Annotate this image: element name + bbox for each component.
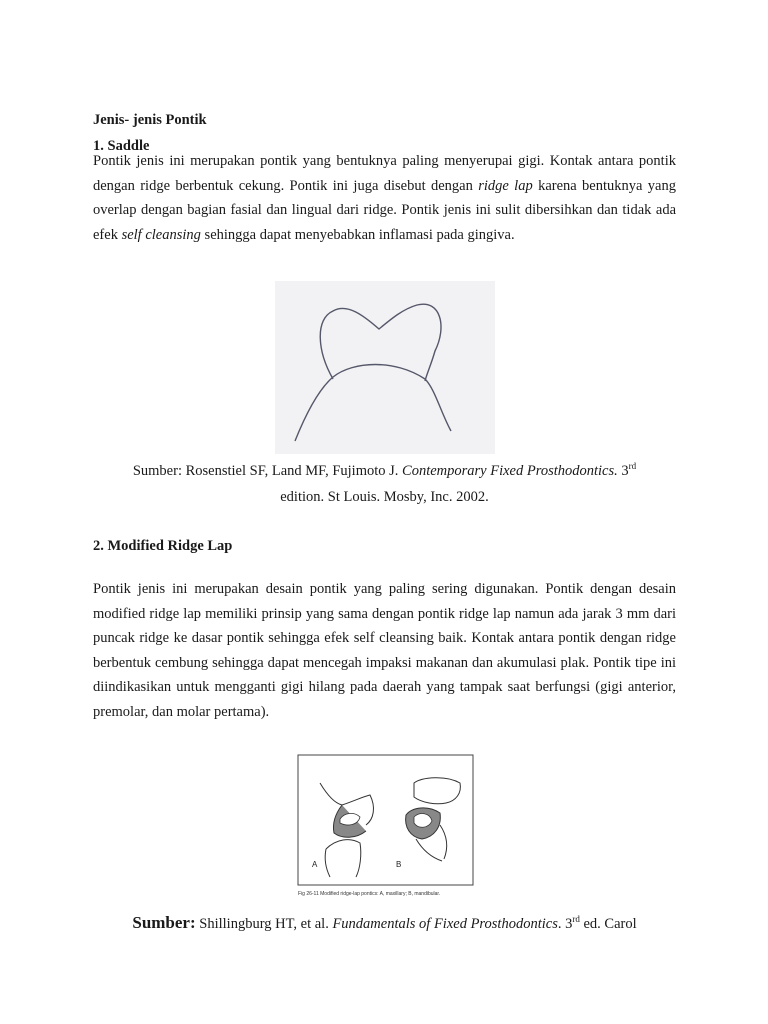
modified-source-lead: Sumber: bbox=[132, 913, 196, 932]
saddle-pontic-figure bbox=[275, 281, 495, 454]
saddle-source-sup: rd bbox=[628, 461, 637, 472]
saddle-source-title: Contemporary Fixed Prosthodontics. bbox=[402, 463, 618, 479]
saddle-pontic-drawing bbox=[275, 281, 495, 454]
saddle-heading: 1. Saddle bbox=[93, 138, 150, 154]
saddle-term-self-cleansing: self cleansing bbox=[121, 226, 201, 243]
modified-source-prefix: Shillingburg HT, et al. bbox=[195, 916, 333, 932]
figure-caption: Fig 26-11 Modified ridge-lap pontics: A, maxillary; B, mandibular. bbox=[298, 891, 441, 897]
modified-ridge-lap-heading: 2. Modified Ridge Lap bbox=[93, 538, 233, 554]
modified-source-citation bbox=[93, 910, 676, 937]
saddle-source-rest: edition. St Louis. Mosby, Inc. 2002. bbox=[280, 489, 489, 505]
modified-ridge-lap-drawing bbox=[296, 753, 476, 898]
saddle-text-3: sehingga dapat menyebabkan inflamasi pada gingiva. bbox=[200, 226, 515, 243]
saddle-term-ridge-lap: ridge lap bbox=[478, 177, 533, 194]
modified-source-num: . 3 bbox=[557, 916, 573, 932]
modified-ridge-lap-paragraph: Pontik jenis ini merupakan desain pontik yang paling sering digunakan. Pontik dengan desain modified ridge lap memiliki prinsip yang sama dengan pontik ridge lap namun ada jarak 3 mm dari puncak ridge ke dasar pontik sehingga efek self cleansing baik. Kontak antara pontik dengan ridge berbentuk cembung sehingga dapat mencegah impaksi makanan dan akumulasi plak. Pontik tipe ini diindikasikan untuk mengganti gigi hilang pada daerah yang tampak saat berfungsi (gigi anterior, premolar, dan molar pertama). bbox=[93, 581, 676, 720]
saddle-text-1: Pontik jenis ini merupakan pontik yang bentuknya paling menyerupai gigi. Kontak antara pontik dengan ridge berbentuk cekung. Pontik ini juga disebut dengan bbox=[93, 153, 676, 194]
modified-source-title: Fundamentals of Fixed Prosthodontics bbox=[332, 916, 558, 932]
saddle-paragraph bbox=[93, 149, 676, 247]
section-title: Jenis- jenis Pontik bbox=[93, 112, 207, 128]
saddle-source-citation bbox=[93, 458, 676, 510]
modified-ridge-lap-figure bbox=[296, 753, 476, 898]
modified-source-sup: rd bbox=[572, 914, 580, 925]
saddle-source-edition: 3 bbox=[617, 463, 629, 479]
modified-source-rest: ed. Carol bbox=[579, 916, 637, 932]
saddle-source-prefix: Sumber: Rosenstiel SF, Land MF, Fujimoto J. bbox=[132, 463, 403, 479]
saddle-text-2: karena bentuknya yang overlap dengan bagian fasial dan lingual dari ridge. Pontik jenis ini sulit dibersihkan dan tidak ada efek bbox=[93, 177, 676, 243]
figure-label-b: B bbox=[396, 860, 402, 869]
figure-label-a: A bbox=[312, 860, 318, 869]
